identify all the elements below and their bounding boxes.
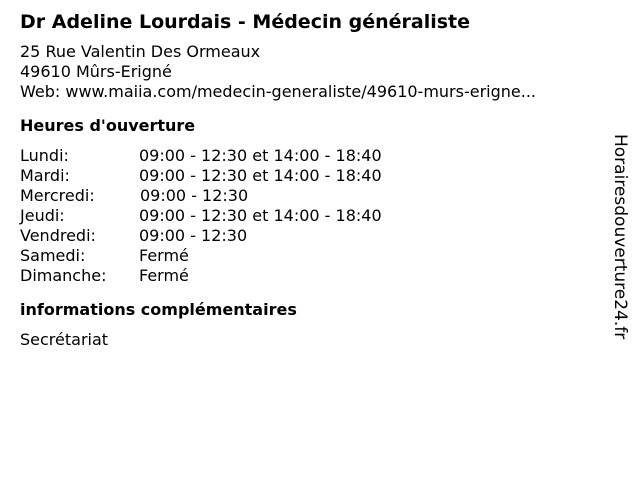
day-label: Vendredi:	[20, 226, 96, 245]
day-hours: 09:00 - 12:30 et 14:00 - 18:40	[139, 206, 382, 225]
hours-row-friday	[20, 226, 600, 246]
day-label: Samedi:	[20, 246, 86, 265]
site-watermark-text: Horairesdouverture24.fr	[610, 134, 630, 340]
day-label: Mercredi:	[20, 186, 95, 205]
opening-hours-heading: Heures d'ouverture	[20, 116, 196, 135]
hours-row-thursday	[20, 206, 600, 226]
address-block	[20, 42, 600, 102]
site-watermark	[611, 134, 633, 346]
additional-info-text: Secrétariat	[20, 330, 109, 349]
hours-row-monday	[20, 146, 600, 166]
opening-hours-list	[20, 146, 600, 286]
day-hours: Fermé	[139, 246, 189, 265]
hours-row-saturday	[20, 246, 600, 266]
day-label: Mardi:	[20, 166, 70, 185]
day-hours: 09:00 - 12:30 et 14:00 - 18:40	[139, 166, 382, 185]
address-street: 25 Rue Valentin Des Ormeaux	[20, 42, 261, 61]
hours-row-wednesday	[20, 186, 600, 206]
day-hours: Fermé	[139, 266, 189, 285]
day-label: Lundi:	[20, 146, 69, 165]
hours-row-sunday	[20, 266, 600, 286]
hours-row-tuesday	[20, 166, 600, 186]
day-hours: 09:00 - 12:30	[139, 226, 248, 245]
website-link[interactable]: Web: www.maiia.com/medecin-generaliste/49610-murs-erigne...	[20, 82, 537, 101]
additional-info-heading: informations complémentaires	[20, 300, 297, 319]
day-hours: 09:00 - 12:30	[140, 186, 249, 205]
day-label: Jeudi:	[20, 206, 65, 225]
day-label: Dimanche:	[20, 266, 107, 285]
address-city: 49610 Mûrs-Erigné	[20, 62, 172, 81]
business-card	[20, 10, 600, 350]
business-title: Dr Adeline Lourdais - Médecin généraliste	[20, 11, 471, 33]
day-hours: 09:00 - 12:30 et 14:00 - 18:40	[139, 146, 382, 165]
